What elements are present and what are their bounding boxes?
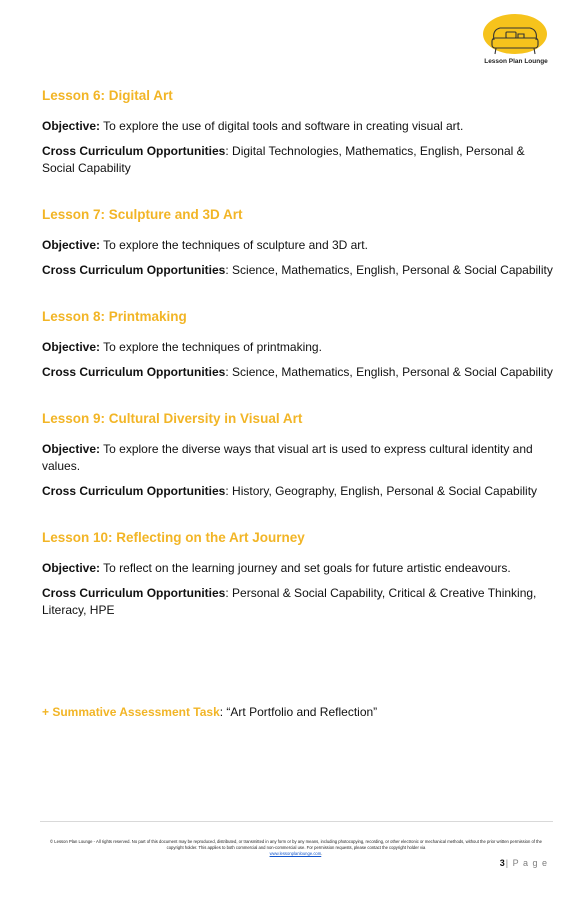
cross-curriculum-text: : Digital Technologies, Mathematics, English, Personal & Social Capability: [42, 144, 525, 175]
cross-curriculum-label: Cross Curriculum Opportunities: [42, 365, 226, 379]
cross-curriculum-label: Cross Curriculum Opportunities: [42, 484, 226, 498]
lesson-title: Lesson 8: Printmaking: [42, 309, 187, 324]
lesson-block: [42, 307, 557, 381]
cross-curriculum: [42, 262, 557, 279]
lesson-block: [42, 409, 557, 500]
lesson-block: [42, 86, 557, 177]
objective: [42, 339, 557, 356]
summative-label: + Summative Assessment Task: [42, 705, 220, 719]
lesson-title: Lesson 9: Cultural Diversity in Visual Art: [42, 411, 303, 426]
website-link[interactable]: www.lessonplanlounge.com: [269, 851, 322, 856]
cross-curriculum-label: Cross Curriculum Opportunities: [42, 586, 226, 600]
objective-label: Objective:: [42, 340, 101, 354]
cross-curriculum-text: : Personal & Social Capability, Critical & Creative Thinking, Literacy, HPE: [42, 586, 537, 617]
cross-curriculum-label: Cross Curriculum Opportunities: [42, 144, 226, 158]
objective-label: Objective:: [42, 561, 101, 575]
lesson-title: Lesson 10: Reflecting on the Art Journey: [42, 530, 305, 545]
logo-text: Lesson Plan Lounge: [484, 58, 548, 65]
cross-curriculum-text: : Science, Mathematics, English, Personal & Social Capability: [225, 263, 553, 277]
objective-text: To explore the techniques of sculpture and 3D art.: [100, 238, 368, 252]
cross-curriculum: [42, 143, 557, 177]
cross-curriculum-text: : Science, Mathematics, English, Personal & Social Capability: [225, 365, 553, 379]
page-number: [500, 858, 548, 868]
objective-label: Objective:: [42, 442, 101, 456]
page-label: | P a g e: [505, 858, 548, 868]
lessons-content: [42, 86, 557, 647]
objective-text: To explore the techniques of printmaking.: [100, 340, 322, 354]
objective-label: Objective:: [42, 119, 101, 133]
objective: [42, 237, 557, 254]
cross-curriculum: [42, 585, 557, 619]
lesson-title: Lesson 7: Sculpture and 3D Art: [42, 207, 243, 222]
cross-curriculum: [42, 483, 557, 500]
objective: [42, 118, 557, 135]
copyright-notice: [46, 839, 546, 857]
copyright-text: © Lesson Plan Lounge - All rights reserved. No part of this document may be reproduced, distributed, or transmitted in any form or by any means, including photocopying, recording, or other electronic or mechanical methods, without the prior written permission of the copyright holder. This applies to both commercial and non-commercial use. For permission requests, please contact the copyright holder via: [50, 839, 542, 850]
page-number-value: 3: [499, 858, 506, 868]
objective: [42, 441, 557, 475]
objective-text: To explore the diverse ways that visual art is used to express cultural identity and values.: [42, 442, 533, 473]
summative-text: : “Art Portfolio and Reflection”: [219, 705, 378, 719]
objective: [42, 560, 557, 577]
objective-label: Objective:: [42, 238, 101, 252]
cross-curriculum-label: Cross Curriculum Opportunities: [42, 263, 226, 277]
summative-assessment: [42, 704, 377, 721]
lesson-block: [42, 205, 557, 279]
cross-curriculum: [42, 364, 557, 381]
objective-text: To explore the use of digital tools and software in creating visual art.: [100, 119, 464, 133]
link-suffix: .: [321, 851, 323, 856]
objective-text: To reflect on the learning journey and set goals for future artistic endeavours.: [100, 561, 511, 575]
footer-divider: [40, 821, 553, 822]
lesson-block: [42, 528, 557, 619]
cross-curriculum-text: : History, Geography, English, Personal & Social Capability: [225, 484, 538, 498]
lesson-title: Lesson 6: Digital Art: [42, 88, 173, 103]
